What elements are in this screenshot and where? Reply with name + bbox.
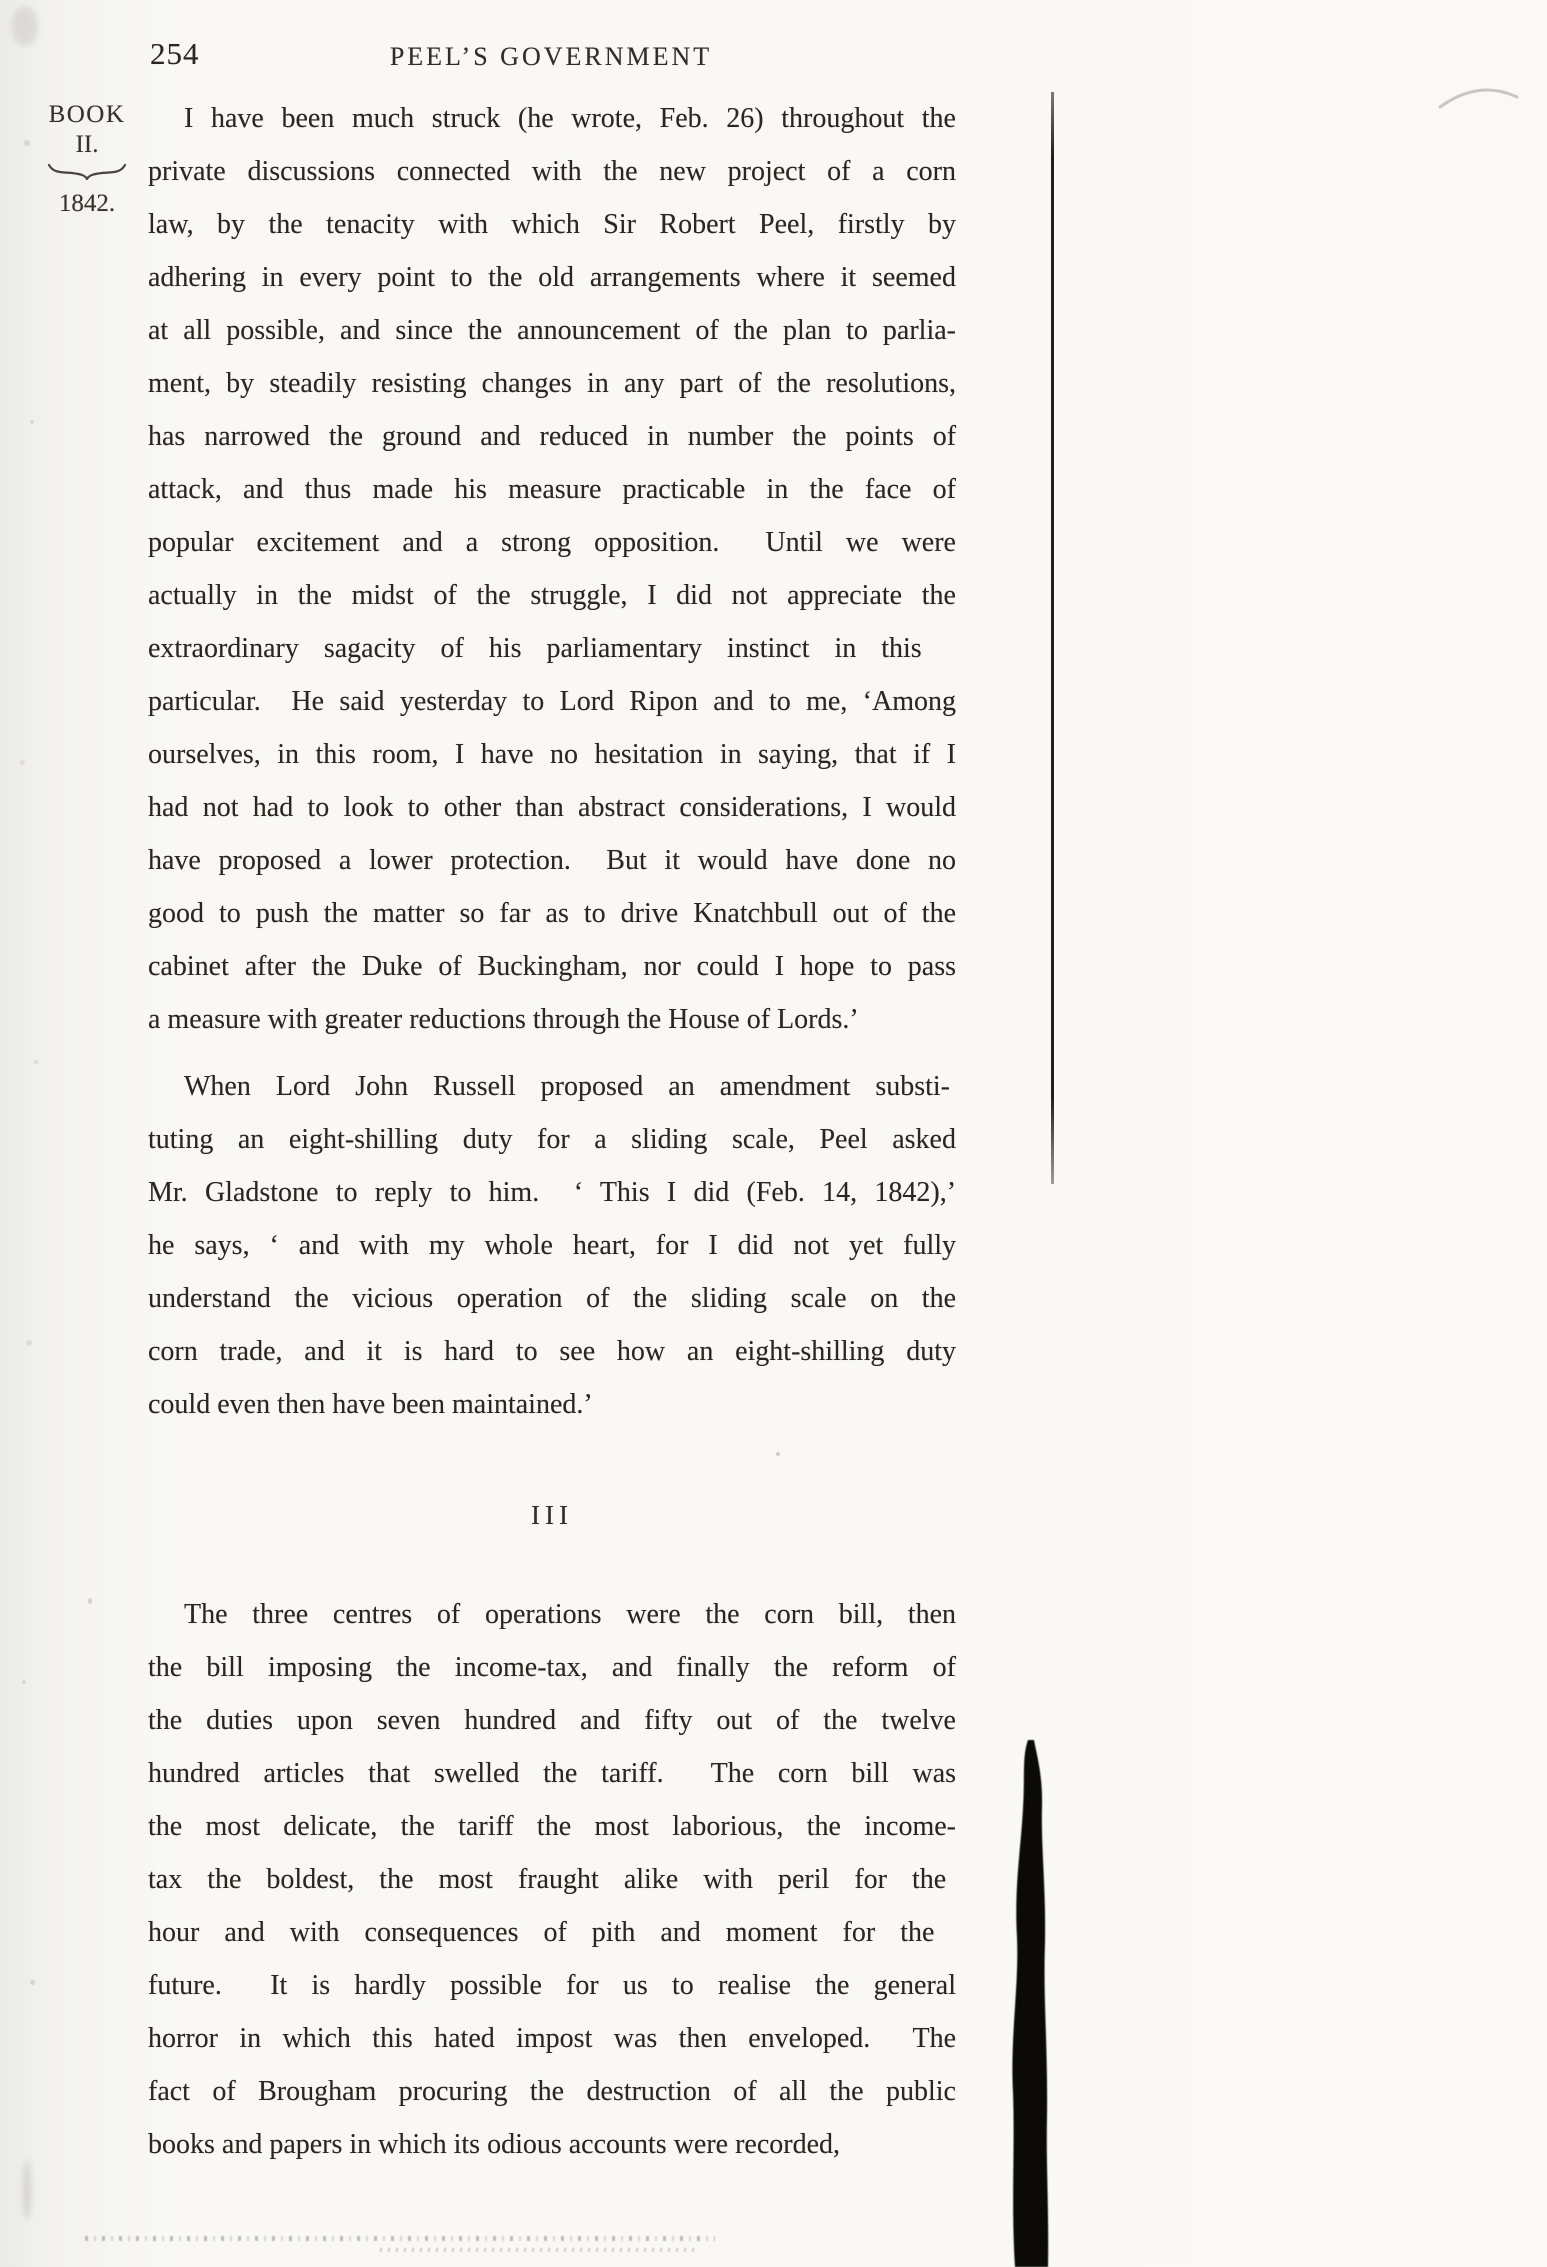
- text-line: could even then have been maintained.’: [148, 1389, 593, 1420]
- margin-year: 1842.: [58, 190, 116, 217]
- text-line: The three centres of operations were the corn bill, then: [184, 1599, 957, 1630]
- text-line: Mr. Gladstone to reply to him. ‘ This I did (Feb. 14, 1842),’: [148, 1177, 957, 1208]
- text-line: private discussions connected with the new project of a corn: [148, 156, 956, 187]
- scan-speck: [22, 2160, 32, 2220]
- text-line: fact of Brougham procuring the destruction of all the public: [148, 2076, 956, 2107]
- text-line: actually in the midst of the struggle, I did not appreciate the: [148, 580, 956, 611]
- scan-speck: [24, 140, 30, 146]
- scan-noise-bottom: [85, 2236, 715, 2241]
- underbrace-icon: [47, 162, 127, 180]
- scan-gutter-line: [1051, 92, 1054, 1184]
- paragraph-3: [148, 1588, 956, 2171]
- paragraph-1: [148, 92, 956, 1046]
- text-line: at all possible, and since the announcement of the plan to parlia-: [148, 315, 956, 346]
- text-line: particular. He said yesterday to Lord Ripon and to me, ‘Among: [148, 686, 957, 717]
- scan-speck: [30, 420, 34, 424]
- text-line: the most delicate, the tariff the most laborious, the income-: [148, 1811, 956, 1842]
- margin-book-label: BOOK: [48, 101, 126, 128]
- text-line: adhering in every point to the old arrangements where it seemed: [148, 262, 956, 293]
- running-header: PEEL’S GOVERNMENT: [389, 42, 713, 71]
- text-line: the duties upon seven hundred and fifty out of the twelve: [148, 1705, 956, 1736]
- text-line: books and papers in which its odious accounts were recorded,: [148, 2129, 841, 2160]
- scan-noise-bottom-2: [380, 2248, 700, 2252]
- text-line: has narrowed the ground and reduced in number the points of: [148, 421, 957, 452]
- text-line: law, by the tenacity with which Sir Robert Peel, firstly by: [148, 209, 957, 240]
- page-number: 254: [150, 36, 200, 71]
- scan-speck: [22, 1680, 26, 1684]
- scan-speck: [30, 1980, 35, 1985]
- text-line: I have been much struck (he wrote, Feb. 26) throughout the: [184, 103, 956, 134]
- scan-speck: [26, 1340, 32, 1346]
- text-line: When Lord John Russell proposed an amendment substi-: [184, 1071, 951, 1102]
- scan-pencil-curve: [1438, 86, 1520, 114]
- text-line: good to push the matter so far as to drive Knatchbull out of the: [148, 898, 956, 929]
- text-line: hundred articles that swelled the tariff. The corn bill was: [148, 1758, 957, 1789]
- text-line: he says, ‘ and with my whole heart, for I did not yet fully: [148, 1230, 957, 1261]
- text-line: future. It is hardly possible for us to realise the general: [148, 1970, 957, 2001]
- text-line: understand the vicious operation of the sliding scale on the: [148, 1283, 957, 1314]
- text-line: the bill imposing the income-tax, and finally the reform of: [148, 1652, 956, 1683]
- margin-note: [34, 100, 140, 218]
- scan-speck: [12, 6, 38, 46]
- scan-ink-blob: [1002, 1738, 1050, 2267]
- paragraph-2: [148, 1060, 956, 1431]
- text-line: corn trade, and it is hard to see how an eight-shilling duty: [148, 1336, 956, 1367]
- text-line: cabinet after the Duke of Buckingham, nor could I hope to pass: [148, 951, 957, 982]
- margin-book-numeral: II.: [75, 131, 99, 158]
- text-line: extraordinary sagacity of his parliamentary instinct in this: [148, 633, 922, 664]
- text-line: horror in which this hated impost was then enveloped. The: [148, 2023, 957, 2054]
- scan-speck: [776, 1452, 780, 1456]
- text-line: popular excitement and a strong opposition. Until we were: [148, 527, 956, 558]
- text-line: have proposed a lower protection. But it would have done no: [148, 845, 956, 876]
- section-heading: III: [531, 1500, 573, 1530]
- text-line: hour and with consequences of pith and moment for the: [148, 1917, 935, 1948]
- scan-speck: [88, 1598, 92, 1604]
- scan-speck: [20, 760, 25, 765]
- text-line: ment, by steadily resisting changes in any part of the resolutions,: [148, 368, 956, 399]
- text-line: ourselves, in this room, I have no hesitation in saying, that if I: [148, 739, 956, 770]
- text-line: a measure with greater reductions through the House of Lords.’: [148, 1004, 859, 1035]
- text-line: had not had to look to other than abstract considerations, I would: [148, 792, 957, 823]
- text-block: [148, 92, 956, 2171]
- text-line: attack, and thus made his measure practicable in the face of: [148, 474, 956, 505]
- scan-speck: [34, 1060, 38, 1064]
- text-line: tax the boldest, the most fraught alike with peril for the: [148, 1864, 947, 1895]
- text-line: tuting an eight-shilling duty for a sliding scale, Peel asked: [148, 1124, 956, 1155]
